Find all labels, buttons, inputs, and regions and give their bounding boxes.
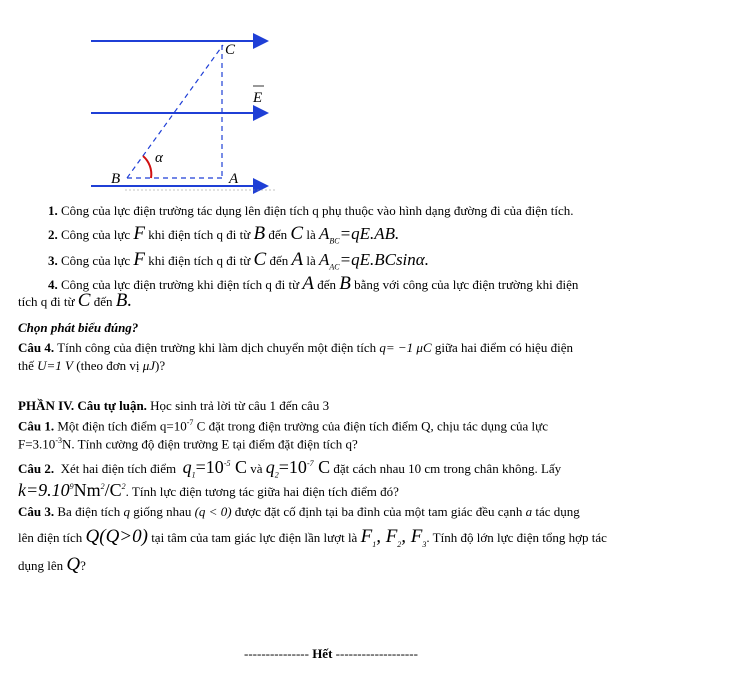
question-4-text-1: Tính công của điện trường khi làm dịch chuyển một điện tích: [57, 340, 377, 355]
essay-question-2-text-3: đặt cách nhau 10 cm trong chân không. Lấy: [333, 461, 562, 476]
central-charge: Q(Q>0): [85, 526, 148, 547]
statement-4-number: 4.: [48, 277, 58, 292]
essay-question-3-text-4: tác dụng: [535, 504, 580, 519]
voltage-value: U=1 V: [37, 358, 73, 373]
question-4-text-2: giữa hai điểm có hiệu điện: [434, 340, 573, 355]
side-length-symbol: a: [525, 504, 533, 519]
essay-question-2-and: và: [250, 461, 263, 476]
statement-4-part-e: đến: [93, 294, 113, 309]
label-a: A: [229, 171, 239, 187]
charge-1: $q_1=10^{-5}$ C: [182, 457, 247, 480]
essay-question-1-text-2: C đặt trong điện trường của điện tích điểm Q, chịu tác dụng của lực: [196, 418, 548, 434]
force-value: F=3.10: [18, 436, 56, 452]
statement-3-part-b: khi điện tích q đi từ: [148, 253, 251, 268]
coulomb-constant: $k=9.10^9Nm^2/C^2$: [18, 480, 126, 500]
point-c: C: [77, 290, 91, 311]
point-a: A: [291, 249, 304, 270]
angle-arc: [143, 156, 151, 178]
choose-prompt: Chọn phát biểu đúng?: [18, 320, 139, 335]
part-4-subtitle: Học sinh trả lời từ câu 1 đến câu 3: [150, 398, 330, 413]
essay-question-2-label: Câu 2.: [18, 461, 55, 476]
statement-1: [48, 203, 574, 219]
charge-2: $q_2=10^{-7}$ C: [265, 457, 331, 480]
part-4-title: PHẦN IV. Câu tự luận.: [18, 398, 147, 413]
charge-symbol: q: [123, 504, 130, 519]
forces-list: $F_1$, $F_2$, $F_3$: [360, 526, 427, 549]
end-dashes-left: ---------------: [244, 646, 309, 661]
point-c: C: [253, 249, 267, 270]
charge-value: q= −1 μC: [379, 340, 432, 355]
exponent: -7: [186, 418, 194, 427]
segment-bc: [127, 45, 223, 178]
essay-question-3-text-7: . Tính độ lớn lực điện tổng hợp tác: [426, 530, 607, 545]
statement-2-part-a: Công của lực: [61, 227, 131, 242]
essay-question-1-label: Câu 1.: [18, 418, 55, 434]
central-charge-symbol: Q: [66, 554, 81, 575]
essay-question-3-text-3: được đặt cố định tại ba đỉnh của một tam giác đều cạnh: [234, 504, 523, 519]
essay-question-3-continued: [18, 526, 607, 549]
statement-4-part-d: tích q đi từ: [18, 294, 75, 309]
question-4-label: Câu 4.: [18, 340, 55, 355]
essay-question-2: [18, 457, 561, 480]
question-4-text-4: (theo đơn vị: [76, 358, 140, 373]
force-symbol: F: [133, 223, 145, 244]
statement-3-number: 3.: [48, 253, 58, 268]
essay-question-2-text-4: . Tính lực điện tương tác giữa hai điện tích điểm đó?: [125, 484, 399, 499]
label-alpha: α: [155, 150, 163, 166]
essay-question-3-text-2: giống nhau: [133, 504, 192, 519]
essay-question-3-text-6: tại tâm của tam giác lực điện lần lượt là: [151, 530, 358, 545]
statement-3-equation: $A_{AC}=qE.BCsin\alpha$.: [318, 250, 429, 272]
point-a: A: [302, 273, 314, 294]
end-dashes-right: -------------------: [335, 646, 418, 661]
statement-2-equation: $A_{BC}=qE.AB$.: [318, 224, 400, 246]
field-diagram: [85, 30, 285, 200]
question-mark: ?: [80, 558, 86, 573]
essay-question-3-label: Câu 3.: [18, 504, 55, 519]
electric-field-figure: [85, 30, 285, 204]
essay-question-3-text-1: Ba điện tích: [57, 504, 121, 519]
statement-3-part-d: là: [306, 253, 316, 268]
label-e: E: [253, 90, 263, 106]
statement-4-part-c: bằng với công của lực điện trường khi điện: [354, 277, 579, 292]
end-marker: [244, 646, 418, 662]
unit-microjoule: μJ: [142, 358, 155, 373]
end-label: Hết: [312, 646, 333, 661]
essay-question-3-text-5: lên điện tích: [18, 530, 83, 545]
statement-1-number: 1.: [48, 203, 58, 218]
question-4: [18, 340, 573, 356]
exponent: -3: [55, 436, 62, 445]
statement-2-part-b: khi điện tích q đi từ: [148, 227, 251, 242]
force-symbol: F: [133, 249, 145, 270]
essay-question-2-text-1: Xét hai điện tích điểm: [60, 461, 177, 476]
statement-2-number: 2.: [48, 227, 58, 242]
essay-question-1-continued: [18, 436, 358, 452]
point-b: B: [339, 273, 351, 294]
label-c: C: [225, 42, 236, 58]
statement-2-part-d: là: [306, 227, 316, 242]
point-c: C: [290, 223, 304, 244]
statement-3: [48, 249, 429, 271]
question-4-text-5: )?: [155, 358, 166, 373]
essay-question-2-continued: [18, 480, 399, 501]
question-4-text-3: thế: [18, 358, 34, 373]
statement-1-text: Công của lực điện trường tác dụng lên điện tích q phụ thuộc vào hình dạng đường đi của điện tích.: [61, 203, 574, 218]
statement-4-part-a: Công của lực điện trường khi điện tích q đi từ: [61, 277, 300, 292]
point-b: B.: [115, 290, 133, 311]
point-b: B: [253, 223, 266, 244]
statement-3-part-c: đến: [269, 253, 289, 268]
essay-question-3-text-8: dụng lên: [18, 558, 64, 573]
statement-3-part-a: Công của lực: [61, 253, 131, 268]
charge-condition: (q < 0): [194, 504, 232, 519]
statement-2-part-c: đến: [268, 227, 288, 242]
essay-question-1: [18, 418, 548, 434]
part-4-heading: [18, 398, 329, 414]
label-b: B: [111, 171, 121, 187]
essay-question-3: [18, 504, 580, 520]
essay-question-1-text-1: Một điện tích điểm q=10: [57, 418, 187, 434]
question-4-continued: [18, 358, 165, 374]
essay-question-1-text-3: N. Tính cường độ điện trường E tại điểm đặt điện tích q?: [61, 436, 358, 452]
statement-4-continued: [18, 290, 132, 312]
essay-question-3-line-3: [18, 554, 86, 576]
statement-2: [48, 223, 399, 245]
statement-4-part-b: đến: [317, 277, 337, 292]
